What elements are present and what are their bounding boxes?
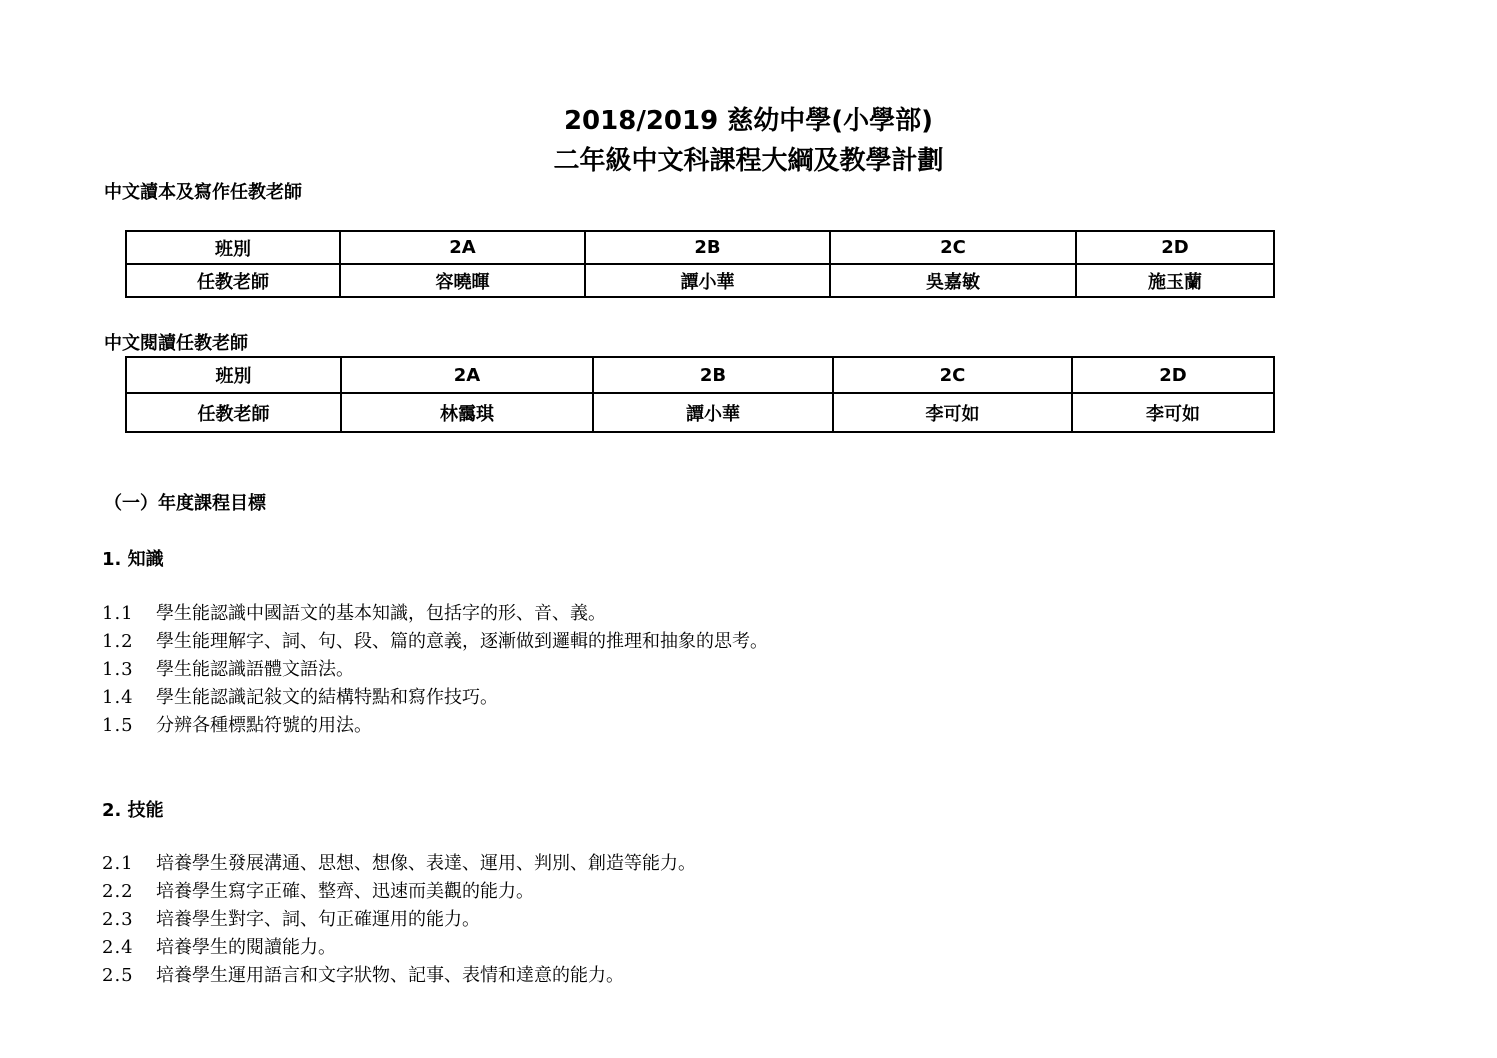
list-item bbox=[102, 711, 372, 737]
page-title: 2018/2019 慈幼中學(小學部) bbox=[563, 106, 934, 136]
table-header-cell: 2A bbox=[341, 357, 593, 393]
table-header-cell: 班別 bbox=[126, 231, 340, 264]
skills-heading: 2. 技能 bbox=[102, 800, 164, 821]
item-number: 1.2 bbox=[102, 631, 134, 652]
item-number: 2.5 bbox=[102, 965, 134, 986]
reading-writing-teachers-table bbox=[125, 230, 1275, 298]
table-header-row bbox=[126, 231, 1274, 264]
table-header-cell: 2B bbox=[585, 231, 830, 264]
table-cell: 譚小華 bbox=[585, 264, 830, 297]
list-item bbox=[102, 877, 534, 903]
item-number: 1.5 bbox=[102, 715, 134, 736]
reading-teachers-table bbox=[125, 356, 1275, 433]
item-number: 1.3 bbox=[102, 659, 134, 680]
table-cell: 譚小華 bbox=[593, 393, 833, 432]
item-number: 2.1 bbox=[102, 853, 134, 874]
list-item bbox=[102, 905, 480, 931]
item-text: 學生能認識中國語文的基本知識，包括字的形、音、義。 bbox=[156, 603, 606, 624]
list-item bbox=[102, 599, 606, 625]
goals-heading: （一）年度課程目標 bbox=[104, 493, 266, 514]
item-number: 1.4 bbox=[102, 687, 134, 708]
table-cell: 林靄琪 bbox=[341, 393, 593, 432]
table-cell: 李可如 bbox=[833, 393, 1072, 432]
list-item bbox=[102, 683, 498, 709]
table-row bbox=[126, 393, 1274, 432]
table-header-cell: 2D bbox=[1072, 357, 1274, 393]
list-item bbox=[102, 655, 354, 681]
table-cell: 吳嘉敏 bbox=[830, 264, 1076, 297]
list-item bbox=[102, 849, 696, 875]
list-item bbox=[102, 933, 336, 959]
table-cell: 任教老師 bbox=[126, 393, 341, 432]
table-cell: 施玉蘭 bbox=[1076, 264, 1274, 297]
table1-caption: 中文讀本及寫作任教老師 bbox=[104, 182, 302, 203]
table-header-cell: 2B bbox=[593, 357, 833, 393]
table-header-cell: 2C bbox=[830, 231, 1076, 264]
table-header-row bbox=[126, 357, 1274, 393]
page-subtitle: 二年級中文科課程大綱及教學計劃 bbox=[553, 146, 944, 176]
table-cell: 容曉暉 bbox=[340, 264, 585, 297]
item-text: 培養學生運用語言和文字狀物、記事、表情和達意的能力。 bbox=[156, 965, 624, 986]
item-text: 培養學生的閱讀能力。 bbox=[156, 937, 336, 958]
table-header-cell: 2D bbox=[1076, 231, 1274, 264]
item-text: 學生能認識語體文語法。 bbox=[156, 659, 354, 680]
list-item bbox=[102, 627, 768, 653]
item-text: 培養學生發展溝通、思想、想像、表達、運用、判別、創造等能力。 bbox=[156, 853, 696, 874]
table-header-cell: 2A bbox=[340, 231, 585, 264]
item-text: 學生能認識記敍文的結構特點和寫作技巧。 bbox=[156, 687, 498, 708]
item-text: 分辨各種標點符號的用法。 bbox=[156, 715, 372, 736]
table-cell: 李可如 bbox=[1072, 393, 1274, 432]
list-item bbox=[102, 961, 624, 987]
item-number: 2.2 bbox=[102, 881, 134, 902]
item-number: 2.3 bbox=[102, 909, 134, 930]
table2-caption: 中文閱讀任教老師 bbox=[104, 333, 248, 354]
knowledge-heading: 1. 知識 bbox=[102, 549, 164, 570]
item-text: 培養學生寫字正確、整齊、迅速而美觀的能力。 bbox=[156, 881, 534, 902]
table-cell: 任教老師 bbox=[126, 264, 340, 297]
item-number: 2.4 bbox=[102, 937, 134, 958]
table-header-cell: 班別 bbox=[126, 357, 341, 393]
table-row bbox=[126, 264, 1274, 297]
item-number: 1.1 bbox=[102, 603, 134, 624]
item-text: 培養學生對字、詞、句正確運用的能力。 bbox=[156, 909, 480, 930]
table-header-cell: 2C bbox=[833, 357, 1072, 393]
item-text: 學生能理解字、詞、句、段、篇的意義，逐漸做到邏輯的推理和抽象的思考。 bbox=[156, 631, 768, 652]
